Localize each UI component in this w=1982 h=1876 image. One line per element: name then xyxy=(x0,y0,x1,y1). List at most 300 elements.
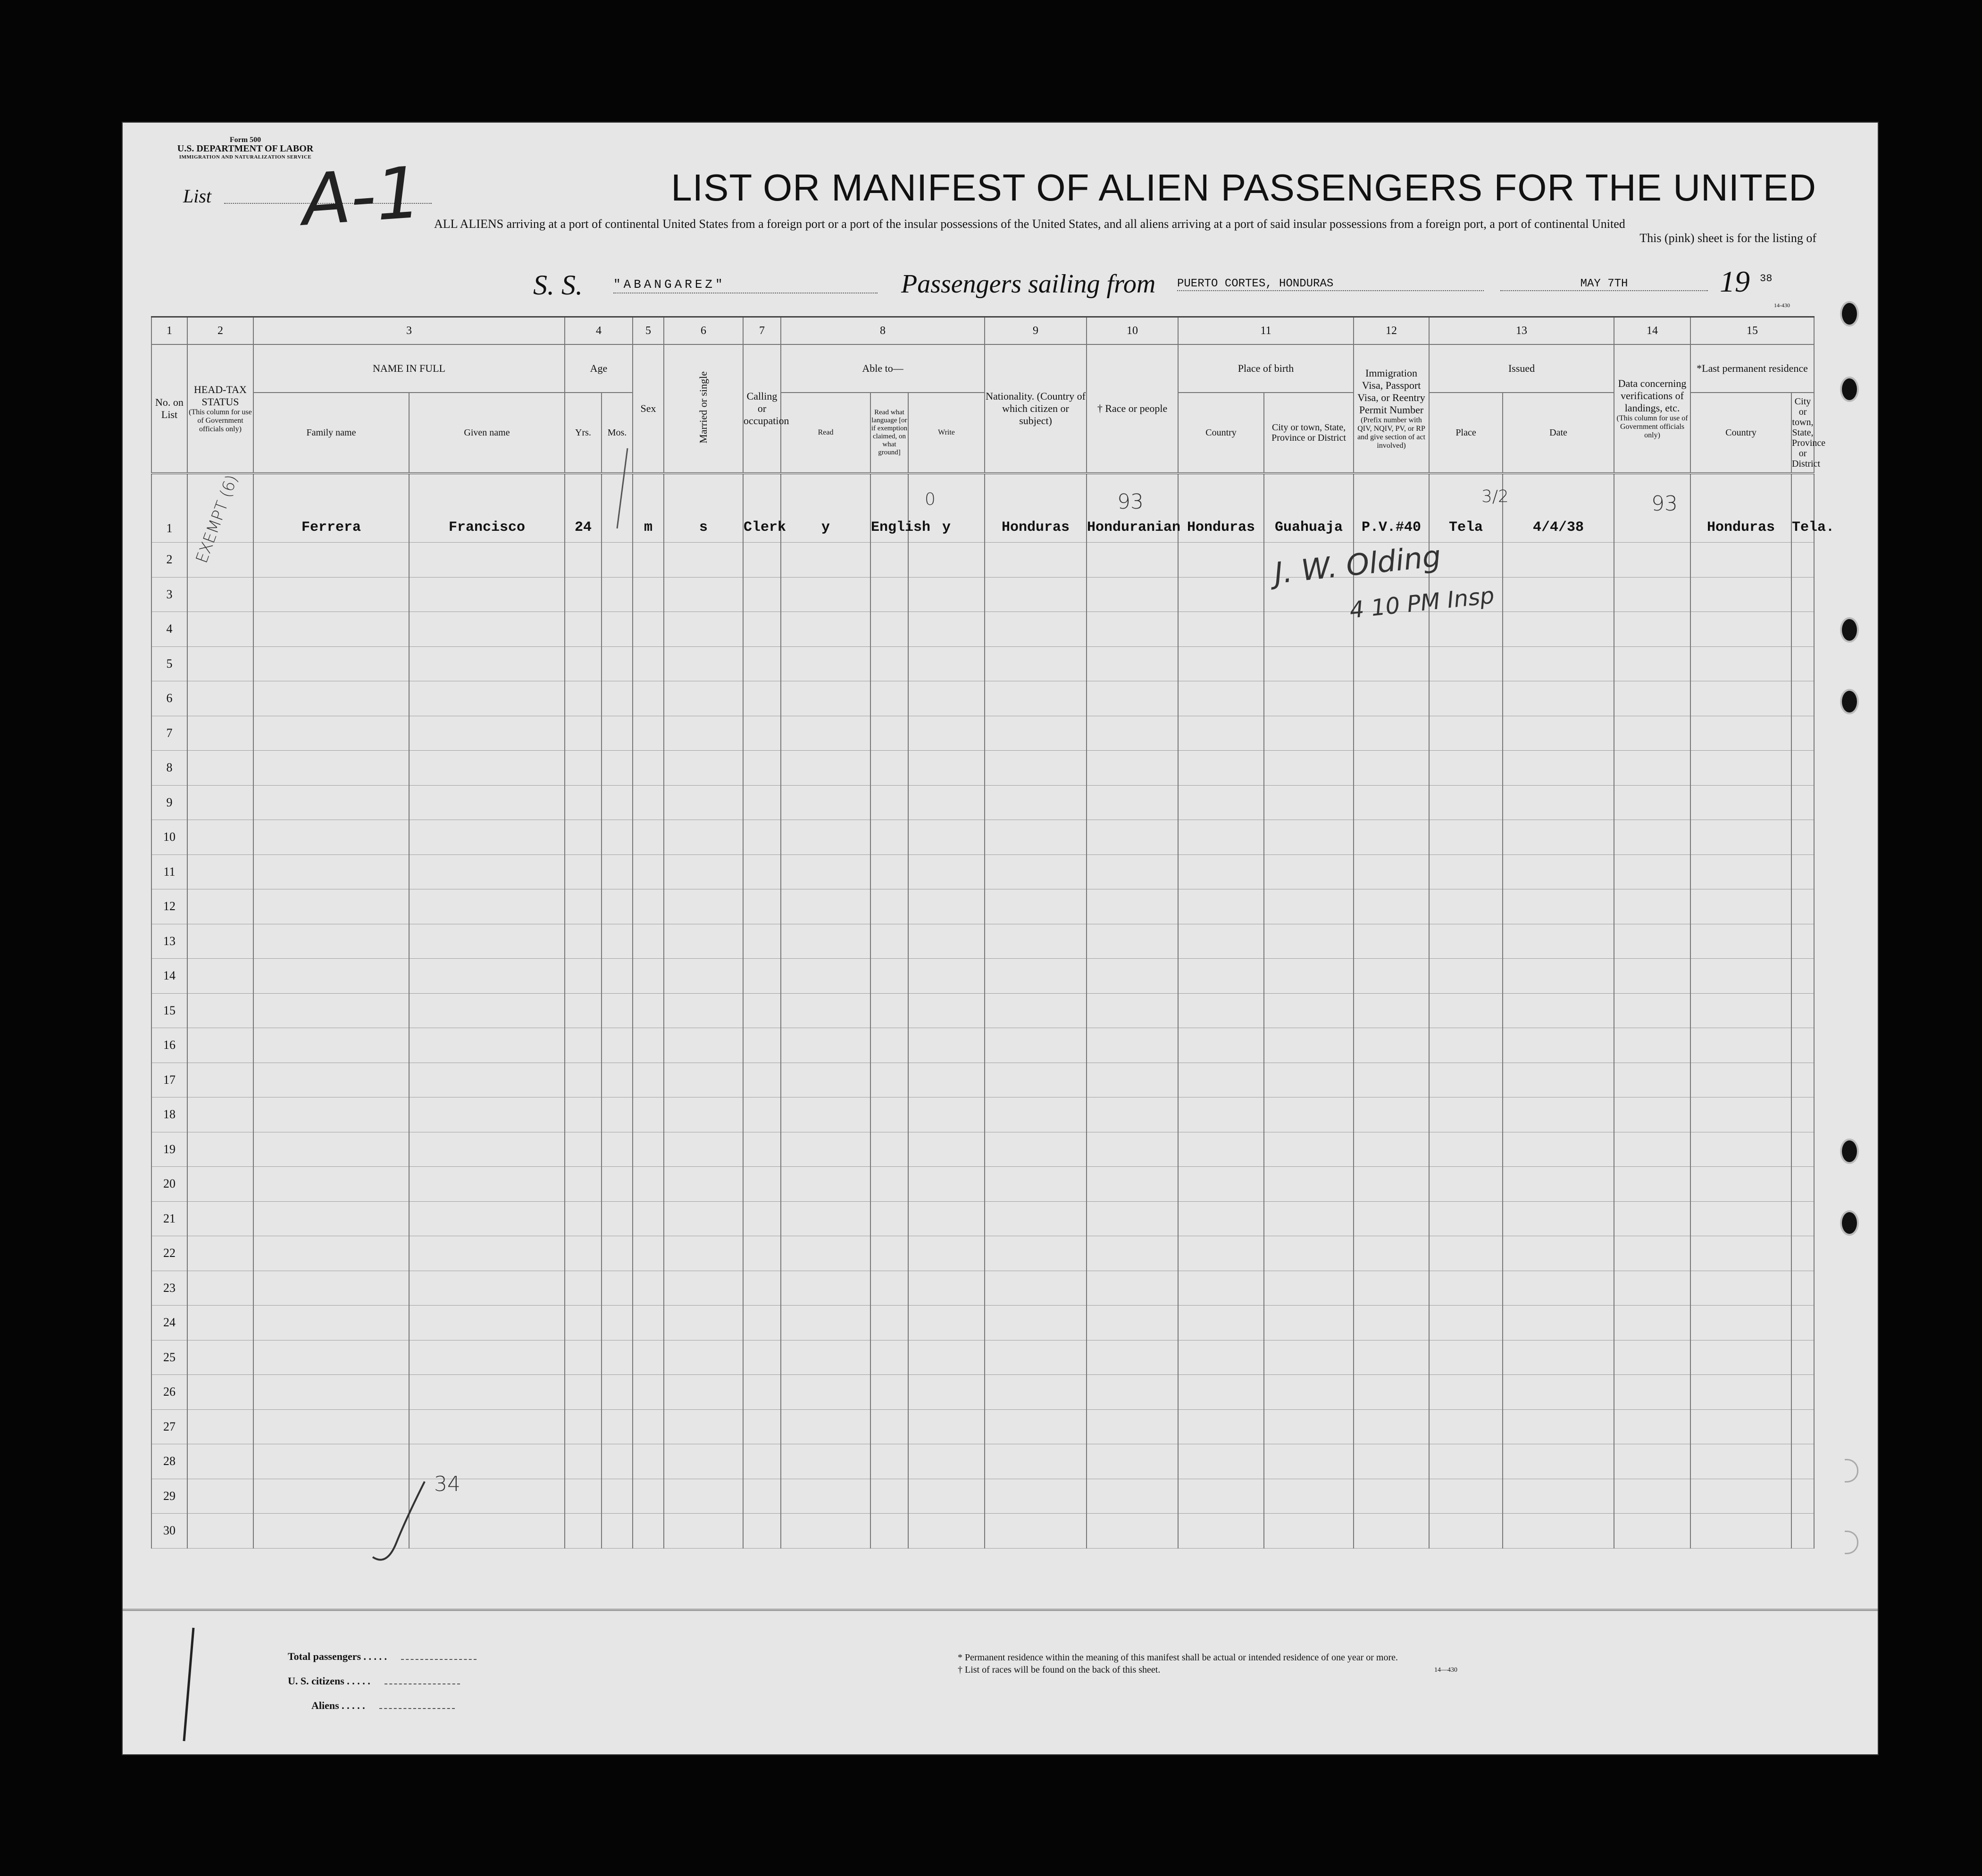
age-years-cell xyxy=(565,820,602,855)
birth-country-cell xyxy=(1178,1236,1264,1271)
birth-city-cell xyxy=(1264,681,1354,716)
age-years-cell xyxy=(565,543,602,578)
given-name-cell xyxy=(409,1340,565,1375)
issued-date-cell xyxy=(1503,1236,1614,1271)
age-years-cell xyxy=(565,1167,602,1202)
landing-data-cell xyxy=(1614,889,1690,924)
occupation-cell xyxy=(743,612,781,647)
issued-place-cell xyxy=(1429,646,1503,681)
checkmark-icon xyxy=(368,1477,434,1571)
residence-city-cell xyxy=(1791,1132,1814,1167)
table-row xyxy=(151,1063,1814,1097)
occupation-cell xyxy=(743,1271,781,1306)
nationality-cell xyxy=(985,1201,1087,1236)
header-last-residence: *Last permanent residence xyxy=(1690,344,1814,393)
nationality-cell xyxy=(985,993,1087,1028)
age-years-cell xyxy=(565,646,602,681)
residence-country-cell xyxy=(1690,854,1791,889)
residence-country-cell xyxy=(1690,543,1791,578)
nationality-cell xyxy=(985,785,1087,820)
language-cell xyxy=(870,1028,908,1063)
given-name-cell xyxy=(409,1271,565,1306)
residence-city-cell xyxy=(1791,1271,1814,1306)
read-cell xyxy=(781,924,870,959)
table-row xyxy=(151,543,1814,578)
birth-city-cell xyxy=(1264,716,1354,751)
instructions-continued: This (pink) sheet is for the listing of xyxy=(1639,231,1816,245)
write-cell: y xyxy=(908,473,985,543)
residence-country-cell xyxy=(1690,1271,1791,1306)
table-row xyxy=(151,1028,1814,1063)
visa-title: Immigration Visa, Passport Visa, or Reentry Permit Number xyxy=(1357,367,1425,416)
issued-date-cell xyxy=(1503,1063,1614,1097)
age-months-cell xyxy=(602,1375,633,1410)
occupation-cell xyxy=(743,543,781,578)
total-passengers-row xyxy=(288,1650,477,1663)
sex-cell xyxy=(633,577,664,612)
birth-city-cell xyxy=(1264,1409,1354,1444)
residence-country-cell xyxy=(1690,1444,1791,1479)
occupation-cell xyxy=(743,1375,781,1410)
age-months-cell xyxy=(602,577,633,612)
age-months-cell xyxy=(602,889,633,924)
table-row xyxy=(151,820,1814,855)
read-cell: y xyxy=(781,473,870,543)
birth-city-cell xyxy=(1264,1444,1354,1479)
race-cell xyxy=(1087,543,1178,578)
family-name-cell xyxy=(253,1340,409,1375)
issued-date-cell xyxy=(1503,646,1614,681)
race-cell xyxy=(1087,1514,1178,1549)
given-name-cell xyxy=(409,1097,565,1132)
issued-place-cell xyxy=(1429,716,1503,751)
birth-country-cell xyxy=(1178,646,1264,681)
sex-cell xyxy=(633,1409,664,1444)
header-married xyxy=(664,344,743,473)
residence-city-cell xyxy=(1791,1097,1814,1132)
write-cell xyxy=(908,1063,985,1097)
issued-place-cell xyxy=(1429,1132,1503,1167)
issued-date-cell xyxy=(1503,1340,1614,1375)
race-cell xyxy=(1087,1479,1178,1514)
read-cell xyxy=(781,543,870,578)
table-row xyxy=(151,889,1814,924)
table-row xyxy=(151,1271,1814,1306)
race-cell xyxy=(1087,889,1178,924)
issued-date-cell xyxy=(1503,1409,1614,1444)
head-tax-cell xyxy=(187,1340,253,1375)
head-tax-cell xyxy=(187,1444,253,1479)
age-months-cell xyxy=(602,1236,633,1271)
handwritten-mark-0: 0 xyxy=(925,490,936,509)
ss-label: S. S. xyxy=(533,269,583,301)
family-name-cell xyxy=(253,785,409,820)
issued-date-cell xyxy=(1503,1167,1614,1202)
landing-data-cell xyxy=(1614,1201,1690,1236)
married-label: Married or single xyxy=(697,371,709,444)
race-cell xyxy=(1087,577,1178,612)
row-number: 7 xyxy=(151,716,187,751)
marital-status-cell xyxy=(664,1340,743,1375)
colnum-10: 10 xyxy=(1087,317,1178,345)
header-given-name: Given name xyxy=(409,393,565,473)
nationality-cell xyxy=(985,751,1087,786)
read-cell xyxy=(781,1514,870,1549)
marital-status-cell xyxy=(664,543,743,578)
issued-place-cell xyxy=(1429,1444,1503,1479)
sex-cell xyxy=(633,1132,664,1167)
write-cell xyxy=(908,577,985,612)
year-prefix: 19 xyxy=(1720,265,1750,298)
language-cell xyxy=(870,1340,908,1375)
landing-data-cell xyxy=(1614,1375,1690,1410)
birth-city-cell: Guahuaja xyxy=(1264,473,1354,543)
age-months-cell xyxy=(602,1514,633,1549)
table-row xyxy=(151,1306,1814,1340)
given-name-cell xyxy=(409,1444,565,1479)
birth-city-cell xyxy=(1264,1514,1354,1549)
age-months-cell xyxy=(602,820,633,855)
visa-cell xyxy=(1354,1375,1429,1410)
issued-date-cell xyxy=(1503,1097,1614,1132)
birth-country-cell xyxy=(1178,1097,1264,1132)
aliens-row xyxy=(311,1700,455,1712)
issued-date-cell xyxy=(1503,751,1614,786)
form-identifier xyxy=(142,136,349,161)
visa-cell xyxy=(1354,1063,1429,1097)
family-name-cell xyxy=(253,612,409,647)
nationality-cell xyxy=(985,1167,1087,1202)
issued-date-cell: 4/4/38 xyxy=(1503,473,1614,543)
birth-country-cell xyxy=(1178,612,1264,647)
note-permanent-residence: * Permanent residence within the meaning of this manifest shall be actual or intended residence of one year or more. xyxy=(958,1652,1398,1663)
family-name-cell xyxy=(253,1201,409,1236)
age-months-cell xyxy=(602,1271,633,1306)
binder-hole-icon xyxy=(1840,301,1859,327)
landing-data-cell xyxy=(1614,1097,1690,1132)
footnotes xyxy=(958,1651,1398,1676)
write-cell xyxy=(908,1236,985,1271)
manifest-table xyxy=(151,316,1835,1549)
marital-status-cell xyxy=(664,1375,743,1410)
age-months-cell xyxy=(602,924,633,959)
residence-country-cell xyxy=(1690,751,1791,786)
occupation-cell xyxy=(743,1306,781,1340)
nationality-cell xyxy=(985,1479,1087,1514)
visa-cell xyxy=(1354,889,1429,924)
table-row xyxy=(151,1444,1814,1479)
table-row xyxy=(151,959,1814,994)
write-cell xyxy=(908,681,985,716)
age-months-cell xyxy=(602,751,633,786)
visa-cell xyxy=(1354,1479,1429,1514)
birth-country-cell xyxy=(1178,889,1264,924)
language-cell xyxy=(870,854,908,889)
birth-country-cell: Honduras xyxy=(1178,473,1264,543)
occupation-cell xyxy=(743,1236,781,1271)
sex-cell xyxy=(633,820,664,855)
write-cell xyxy=(908,1479,985,1514)
visa-cell xyxy=(1354,959,1429,994)
marital-status-cell xyxy=(664,751,743,786)
visa-cell xyxy=(1354,1444,1429,1479)
issued-date-cell xyxy=(1503,612,1614,647)
issued-place-cell xyxy=(1429,889,1503,924)
residence-city-cell xyxy=(1791,1201,1814,1236)
race-cell xyxy=(1087,1097,1178,1132)
landing-data-cell xyxy=(1614,1409,1690,1444)
marital-status-cell xyxy=(664,1444,743,1479)
language-cell xyxy=(870,751,908,786)
family-name-cell xyxy=(253,1097,409,1132)
occupation-cell xyxy=(743,1479,781,1514)
marital-status-cell xyxy=(664,820,743,855)
age-months-cell xyxy=(602,785,633,820)
age-years-cell xyxy=(565,1063,602,1097)
colnum-14: 14 xyxy=(1614,317,1690,345)
birth-city-cell xyxy=(1264,1479,1354,1514)
given-name-cell xyxy=(409,889,565,924)
issued-place-cell xyxy=(1429,1271,1503,1306)
marital-status-cell xyxy=(664,889,743,924)
residence-country-cell xyxy=(1690,924,1791,959)
landing-data-cell xyxy=(1614,1236,1690,1271)
issued-place-cell xyxy=(1429,993,1503,1028)
read-cell xyxy=(781,1479,870,1514)
bottom-code: 14—430 xyxy=(1434,1667,1457,1674)
age-years-cell xyxy=(565,612,602,647)
header-calling: Calling or occupation xyxy=(743,344,781,473)
marital-status-cell xyxy=(664,785,743,820)
birth-country-cell xyxy=(1178,681,1264,716)
read-cell xyxy=(781,1306,870,1340)
residence-country-cell xyxy=(1690,785,1791,820)
birth-country-cell xyxy=(1178,1167,1264,1202)
language-cell xyxy=(870,1306,908,1340)
issued-date-cell xyxy=(1503,820,1614,855)
age-years-cell xyxy=(565,1132,602,1167)
language-cell xyxy=(870,1132,908,1167)
race-cell xyxy=(1087,959,1178,994)
write-cell xyxy=(908,854,985,889)
residence-country-cell xyxy=(1690,993,1791,1028)
birth-city-cell xyxy=(1264,646,1354,681)
table-row xyxy=(151,1340,1814,1375)
language-cell xyxy=(870,1236,908,1271)
race-cell xyxy=(1087,1340,1178,1375)
colnum-5: 5 xyxy=(633,317,664,345)
visa-note: (Prefix number with QIV, NQIV, PV, or RP and give section of act involved) xyxy=(1357,416,1426,450)
row-number: 10 xyxy=(151,820,187,855)
residence-country-cell xyxy=(1690,1201,1791,1236)
head-tax-cell xyxy=(187,1132,253,1167)
table-row xyxy=(151,785,1814,820)
language-cell xyxy=(870,1444,908,1479)
marital-status-cell xyxy=(664,1479,743,1514)
colnum-11: 11 xyxy=(1178,317,1354,345)
occupation-cell xyxy=(743,993,781,1028)
header-issued-place: Place xyxy=(1429,393,1503,473)
row-number: 20 xyxy=(151,1167,187,1202)
residence-country-cell xyxy=(1690,1306,1791,1340)
write-cell xyxy=(908,1444,985,1479)
age-years-cell xyxy=(565,1271,602,1306)
nationality-cell xyxy=(985,924,1087,959)
issued-date-cell xyxy=(1503,543,1614,578)
landing-data-cell xyxy=(1614,924,1690,959)
family-name-cell xyxy=(253,1271,409,1306)
nationality-cell xyxy=(985,577,1087,612)
visa-cell xyxy=(1354,993,1429,1028)
age-years-cell: 24 xyxy=(565,473,602,543)
residence-city-cell xyxy=(1791,1375,1814,1410)
age-months-cell xyxy=(602,854,633,889)
nationality-cell xyxy=(985,1409,1087,1444)
read-cell xyxy=(781,681,870,716)
age-months-cell xyxy=(602,993,633,1028)
issued-date-cell xyxy=(1503,1132,1614,1167)
birth-country-cell xyxy=(1178,1409,1264,1444)
head-tax-cell xyxy=(187,1236,253,1271)
issued-place-cell xyxy=(1429,1306,1503,1340)
age-years-cell xyxy=(565,854,602,889)
head-tax-cell xyxy=(187,1028,253,1063)
manifest-rows xyxy=(151,473,1835,1548)
table-row xyxy=(151,1167,1814,1202)
race-cell xyxy=(1087,751,1178,786)
nationality-cell xyxy=(985,1063,1087,1097)
row-number: 26 xyxy=(151,1375,187,1410)
language-cell xyxy=(870,820,908,855)
row-number: 29 xyxy=(151,1479,187,1514)
head-tax-cell xyxy=(187,577,253,612)
sex-cell xyxy=(633,543,664,578)
marital-status-cell xyxy=(664,681,743,716)
nationality-cell xyxy=(985,681,1087,716)
family-name-cell: Ferrera xyxy=(253,473,409,543)
issued-date-cell xyxy=(1503,681,1614,716)
marital-status-cell xyxy=(664,1167,743,1202)
landing-data-cell xyxy=(1614,785,1690,820)
landing-data-cell xyxy=(1614,716,1690,751)
age-years-cell xyxy=(565,681,602,716)
issued-date-cell xyxy=(1503,1201,1614,1236)
landing-data-cell xyxy=(1614,1514,1690,1549)
write-cell xyxy=(908,1340,985,1375)
occupation-cell xyxy=(743,1201,781,1236)
header-place-of-birth: Place of birth xyxy=(1178,344,1354,393)
issued-place-cell xyxy=(1429,924,1503,959)
residence-city-cell xyxy=(1791,993,1814,1028)
race-cell xyxy=(1087,1132,1178,1167)
issued-place-cell xyxy=(1429,681,1503,716)
given-name-cell xyxy=(409,751,565,786)
age-years-cell xyxy=(565,1028,602,1063)
given-name-cell xyxy=(409,681,565,716)
birth-country-cell xyxy=(1178,1063,1264,1097)
residence-city-cell xyxy=(1791,889,1814,924)
nationality-cell xyxy=(985,889,1087,924)
given-name-cell xyxy=(409,577,565,612)
nationality-cell: Honduras xyxy=(985,473,1087,543)
age-months-cell xyxy=(602,1028,633,1063)
issued-place-cell xyxy=(1429,612,1503,647)
nationality-cell xyxy=(985,1444,1087,1479)
age-months-cell xyxy=(602,1479,633,1514)
age-years-cell xyxy=(565,716,602,751)
head-tax-cell xyxy=(187,1409,253,1444)
residence-city-cell xyxy=(1791,681,1814,716)
row-number: 21 xyxy=(151,1201,187,1236)
landing-data-cell xyxy=(1614,1340,1690,1375)
sex-cell xyxy=(633,1201,664,1236)
row-number: 17 xyxy=(151,1063,187,1097)
head-tax-handwriting: EXEMPT (6) xyxy=(192,472,242,566)
column-number-row xyxy=(151,317,1814,345)
read-cell xyxy=(781,1444,870,1479)
read-cell xyxy=(781,854,870,889)
row-number: 8 xyxy=(151,751,187,786)
sex-cell xyxy=(633,785,664,820)
age-years-cell xyxy=(565,1201,602,1236)
birth-city-cell xyxy=(1264,1063,1354,1097)
head-tax-cell xyxy=(187,1306,253,1340)
sailing-port: PUERTO CORTES, HONDURAS xyxy=(1177,277,1484,291)
marital-status-cell xyxy=(664,1306,743,1340)
language-cell xyxy=(870,1201,908,1236)
birth-country-cell xyxy=(1178,751,1264,786)
birth-city-cell xyxy=(1264,820,1354,855)
sex-cell xyxy=(633,1063,664,1097)
header-name-in-full: NAME IN FULL xyxy=(253,344,565,393)
marital-status-cell xyxy=(664,612,743,647)
occupation-cell xyxy=(743,751,781,786)
binder-hole-icon xyxy=(1840,689,1859,714)
age-months-cell xyxy=(602,1409,633,1444)
header-race: † Race or people xyxy=(1087,344,1178,473)
tally-mark-icon xyxy=(175,1623,203,1746)
marital-status-cell xyxy=(664,854,743,889)
read-cell xyxy=(781,1409,870,1444)
nationality-cell xyxy=(985,543,1087,578)
head-tax-note: (This column for use of Government officials only) xyxy=(189,408,252,433)
marital-status-cell xyxy=(664,993,743,1028)
occupation-cell: Clerk xyxy=(743,473,781,543)
residence-city-cell xyxy=(1791,1028,1814,1063)
occupation-cell xyxy=(743,959,781,994)
table-row xyxy=(151,854,1814,889)
write-cell xyxy=(908,1514,985,1549)
given-name-cell xyxy=(409,716,565,751)
occupation-cell xyxy=(743,820,781,855)
given-name-cell xyxy=(409,785,565,820)
visa-cell xyxy=(1354,1340,1429,1375)
handwritten-93-residence: 93 xyxy=(1651,492,1678,516)
race-cell xyxy=(1087,1201,1178,1236)
read-cell xyxy=(781,716,870,751)
residence-country-cell xyxy=(1690,1375,1791,1410)
residence-city-cell xyxy=(1791,854,1814,889)
issued-date-cell xyxy=(1503,854,1614,889)
given-name-cell xyxy=(409,1028,565,1063)
sex-cell xyxy=(633,716,664,751)
head-tax-cell xyxy=(187,1097,253,1132)
head-tax-cell xyxy=(187,646,253,681)
header-nationality: Nationality. (Country of which citizen or subject) xyxy=(985,344,1087,473)
nationality-cell xyxy=(985,1514,1087,1549)
write-cell xyxy=(908,924,985,959)
birth-country-cell xyxy=(1178,1375,1264,1410)
